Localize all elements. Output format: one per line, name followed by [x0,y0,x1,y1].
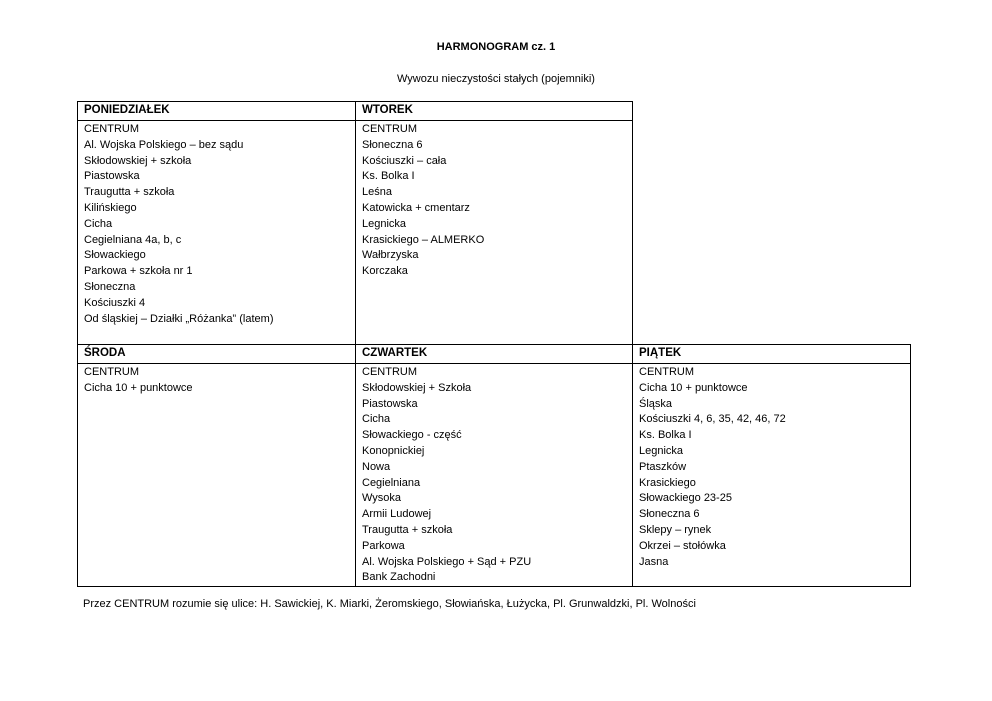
day-header-tuesday: WTOREK [356,102,633,121]
empty-cell [633,121,911,345]
street-entry: Cicha 10 + punktowce [639,381,748,394]
street-entry: Słoneczna 6 [639,508,700,521]
street-entry: Katowicka + cmentarz [362,201,470,214]
street-entry: Legnicka [362,217,407,230]
street-entry: Słowackiego [84,249,146,262]
street-entry: Wałbrzyska [362,249,419,262]
street-entry: Sklepy – rynek [639,523,712,536]
schedule-header-row-1 [78,102,911,121]
street-entry: Bank Zachodni [362,571,436,584]
street-entry: Krasickiego [639,476,696,489]
street-entry: Kościuszki 4, 6, 35, 42, 46, 72 [639,413,786,426]
street-entry: Skłodowskiej + Szkoła [362,381,472,394]
street-entry: CENTRUM [362,366,417,378]
day-list-monday [78,121,356,345]
schedule-header-row-2 [78,345,911,364]
street-entry: Słowackiego 23-25 [639,492,732,505]
street-entry: Kościuszki – cała [362,154,447,167]
street-entry: Ks. Bolka I [362,170,415,183]
street-entry: Cegielniana [362,476,421,489]
street-entry: Śląska [639,397,673,410]
street-entry: Nowa [362,460,391,473]
street-entry: CENTRUM [84,123,139,135]
street-entry: Skłodowskiej + szkoła [84,154,192,167]
street-entry: Kilińskiego [84,201,137,214]
street-entry: Słowackiego - część [362,429,462,442]
street-entry: CENTRUM [84,366,139,378]
street-entry: Leśna [362,186,392,199]
street-entry: Cegielniana 4a, b, c [84,233,182,246]
street-entry: Parkowa + szkoła nr 1 [84,265,193,278]
day-header-friday: PIĄTEK [633,345,911,364]
street-entry: Ks. Bolka I [639,429,692,442]
street-entry: Cicha [84,217,113,230]
street-entry: Korczaka [362,265,408,278]
street-entry: Okrzei – stołówka [639,539,726,552]
street-entry: Traugutta + szkoła [362,523,453,536]
street-entry: Parkowa [362,539,405,552]
street-entry: Wysoka [362,492,402,505]
street-entry: Piastowska [362,397,418,410]
day-list-wednesday [78,364,356,587]
street-entry: Traugutta + szkoła [84,186,175,199]
street-entry: Cicha 10 + punktowce [84,381,193,394]
street-entry: Od śląskiej – Działki „Różanka” (latem) [84,312,274,325]
street-entry: CENTRUM [362,123,417,135]
street-entry: Armii Ludowej [362,508,432,521]
day-list-tuesday [356,121,633,345]
day-header-monday: PONIEDZIAŁEK [78,102,356,121]
street-entry: Słoneczna 6 [362,138,423,151]
street-entry: Legnicka [639,444,684,457]
day-header-wednesday: ŚRODA [78,345,356,364]
street-entry: Konopnickiej [362,444,425,457]
street-entry: Piastowska [84,170,140,183]
day-list-thursday [356,364,633,587]
day-header-thursday: CZWARTEK [356,345,633,364]
schedule-table [77,101,911,587]
schedule-body-row-1 [78,121,911,345]
street-entry: Kościuszki 4 [84,296,146,309]
empty-cell [633,102,911,121]
street-entry: Krasickiego – ALMERKO [362,233,485,246]
street-entry: Jasna [639,555,669,568]
document-subtitle: Wywozu nieczystości stałych (pojemniki) [397,73,595,85]
street-entry: CENTRUM [639,366,694,378]
document-title: HARMONOGRAM cz. 1 [436,41,556,53]
schedule-body-row-2 [78,364,911,587]
street-entry: Al. Wojska Polskiego + Sąd + PZU [362,555,532,568]
street-entry: Al. Wojska Polskiego – bez sądu [84,138,244,151]
street-entry: Cicha [362,413,391,426]
street-entry: Ptaszków [639,460,687,473]
day-list-friday [633,364,911,587]
street-entry: Słoneczna [84,280,136,293]
centrum-footnote: Przez CENTRUM rozumie się ulice: H. Sawickiej, K. Miarki, Żeromskiego, Słowiańska, Łużycka, Pl. Grunwaldzki, Pl. Wolności [83,598,696,610]
